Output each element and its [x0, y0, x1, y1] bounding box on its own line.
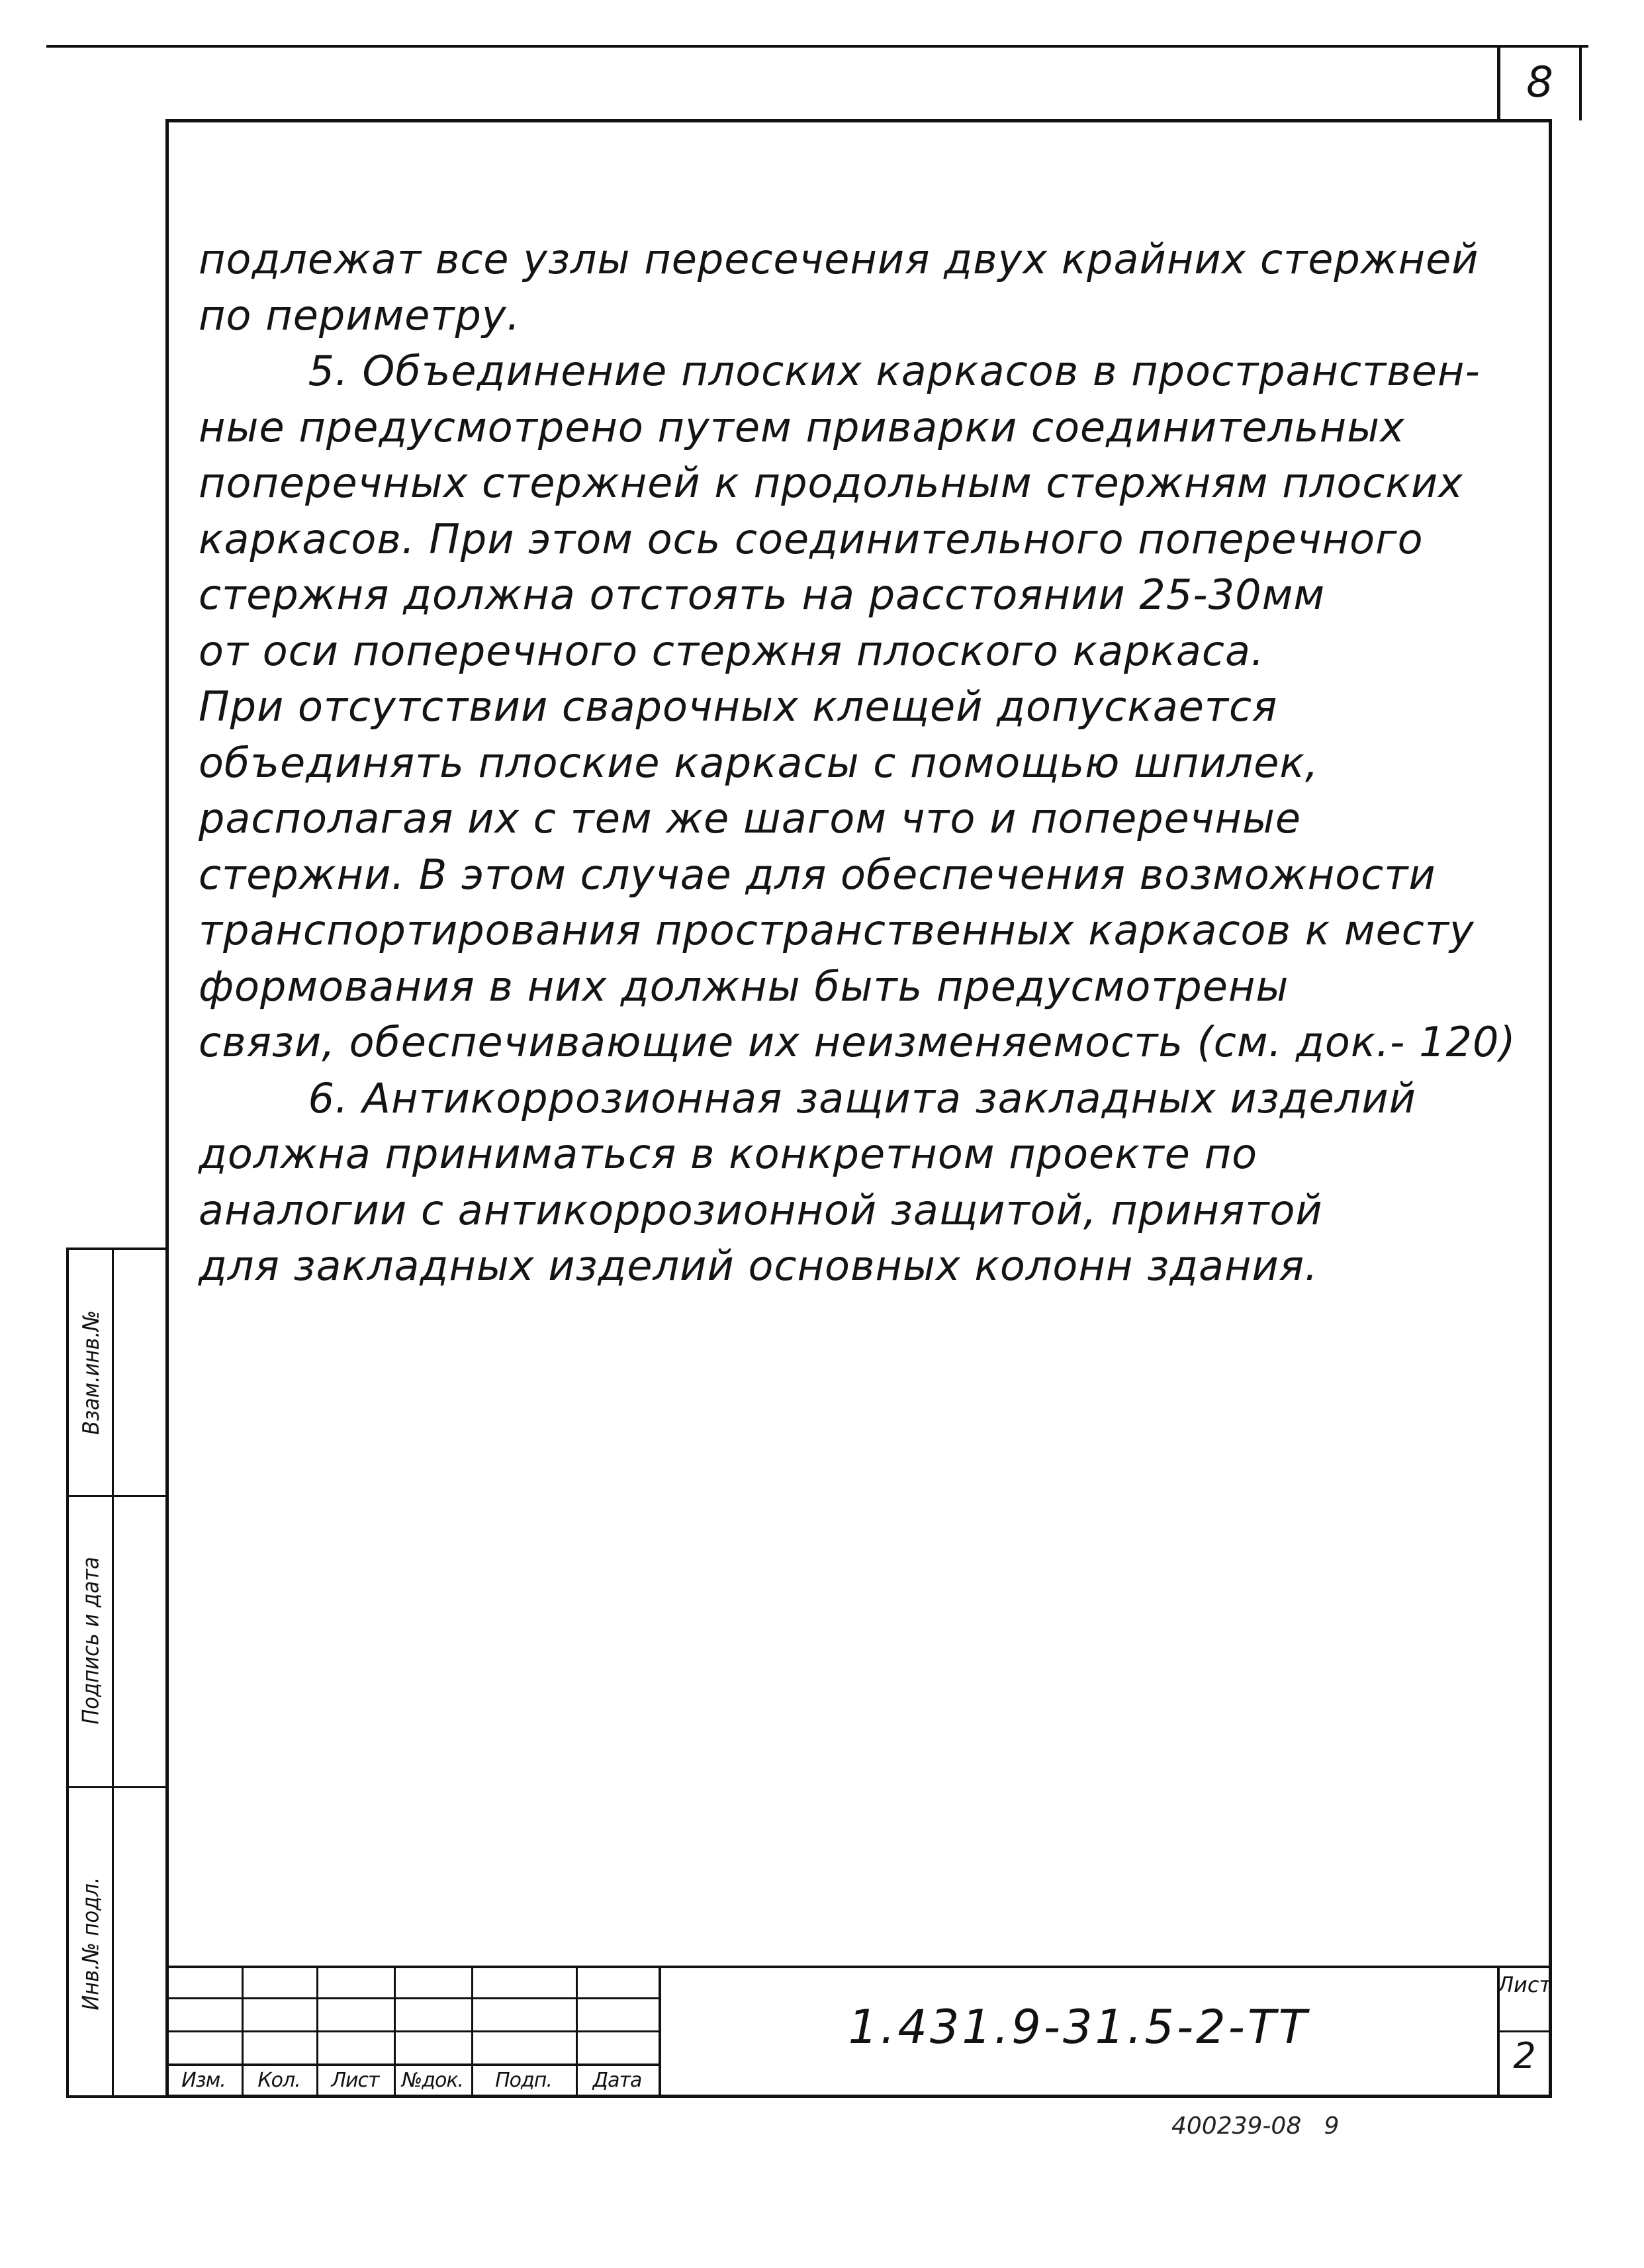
body-line: аналогии с антикоррозионной защитой, принятой [199, 1185, 1323, 1234]
title-block-line [165, 2030, 659, 2032]
left-margin-stamp [66, 1247, 165, 2098]
body-line: 5. Объединение плоских каркасов в пространствен- [199, 347, 1481, 395]
page-number: 8 [1497, 45, 1582, 120]
body-line: транспортирования пространственных каркасов к месту [199, 906, 1475, 954]
top-rule [46, 45, 1588, 48]
body-line: для закладных изделий основных колонн здания. [199, 1242, 1318, 1290]
body-line: поперечных стержней к продольным стержням плоских [199, 459, 1463, 507]
stamp-label-signature-date: Подпись и дата [78, 1557, 105, 1725]
title-block-col-quantity: Кол. [257, 2068, 300, 2092]
stamp-column-divider [112, 1250, 114, 2095]
body-line: 6. Антикоррозионная защита закладных изделий [199, 1073, 1416, 1122]
body-line: связи, обеспечивающие их неизменяемость (см. док.- 120) [199, 1018, 1516, 1066]
stamp-label-replacement-inventory: Взам.инв.№ [78, 1310, 105, 1435]
title-block-col-signature: Подп. [495, 2068, 552, 2092]
title-block-col-sheet: Лист [331, 2068, 379, 2092]
body-line: каркасов. При этом ось соединительного поперечного [199, 514, 1424, 563]
body-line: объединять плоские каркасы с помощью шпилек, [199, 738, 1319, 787]
body-line: При отсутствии сварочных клещей допускается [199, 682, 1278, 731]
body-line: должна приниматься в конкретном проекте по [199, 1130, 1258, 1178]
document-body [199, 232, 1542, 1294]
body-line: стержни. В этом случае для обеспечения возможности [199, 850, 1436, 899]
body-line: ные предусмотрено путем приварки соединительных [199, 402, 1405, 451]
body-line: стержня должна отстоять на расстоянии 25-30мм [199, 570, 1326, 619]
title-block-col-change: Изм. [181, 2068, 226, 2092]
title-block-line [659, 1966, 661, 2098]
body-line: от оси поперечного стержня плоского каркаса. [199, 626, 1265, 675]
sheet-label: Лист [1497, 1972, 1552, 1997]
body-line: располагая их с тем же шагом что и поперечные [199, 794, 1302, 842]
stamp-label-original-inventory: Инв.№ подл. [78, 1876, 105, 2011]
sheet-number: 2 [1513, 2035, 1536, 2077]
body-line: по периметру. [199, 291, 521, 340]
title-block-col-date: Дата [592, 2068, 642, 2092]
title-block-line [165, 1997, 659, 1999]
title-block-line [165, 1966, 1552, 1968]
document-code: 1.431.9-31.5-2-ТТ [848, 2000, 1310, 2054]
body-line: подлежат все узлы пересечения двух крайних стержней [199, 235, 1479, 283]
body-line: формования в них должны быть предусмотрены [199, 962, 1289, 1011]
title-block-line [1497, 2030, 1552, 2032]
title-block-col-doc-number: №док. [402, 2068, 463, 2092]
archive-number: 400239-08 9 [1171, 2112, 1340, 2140]
